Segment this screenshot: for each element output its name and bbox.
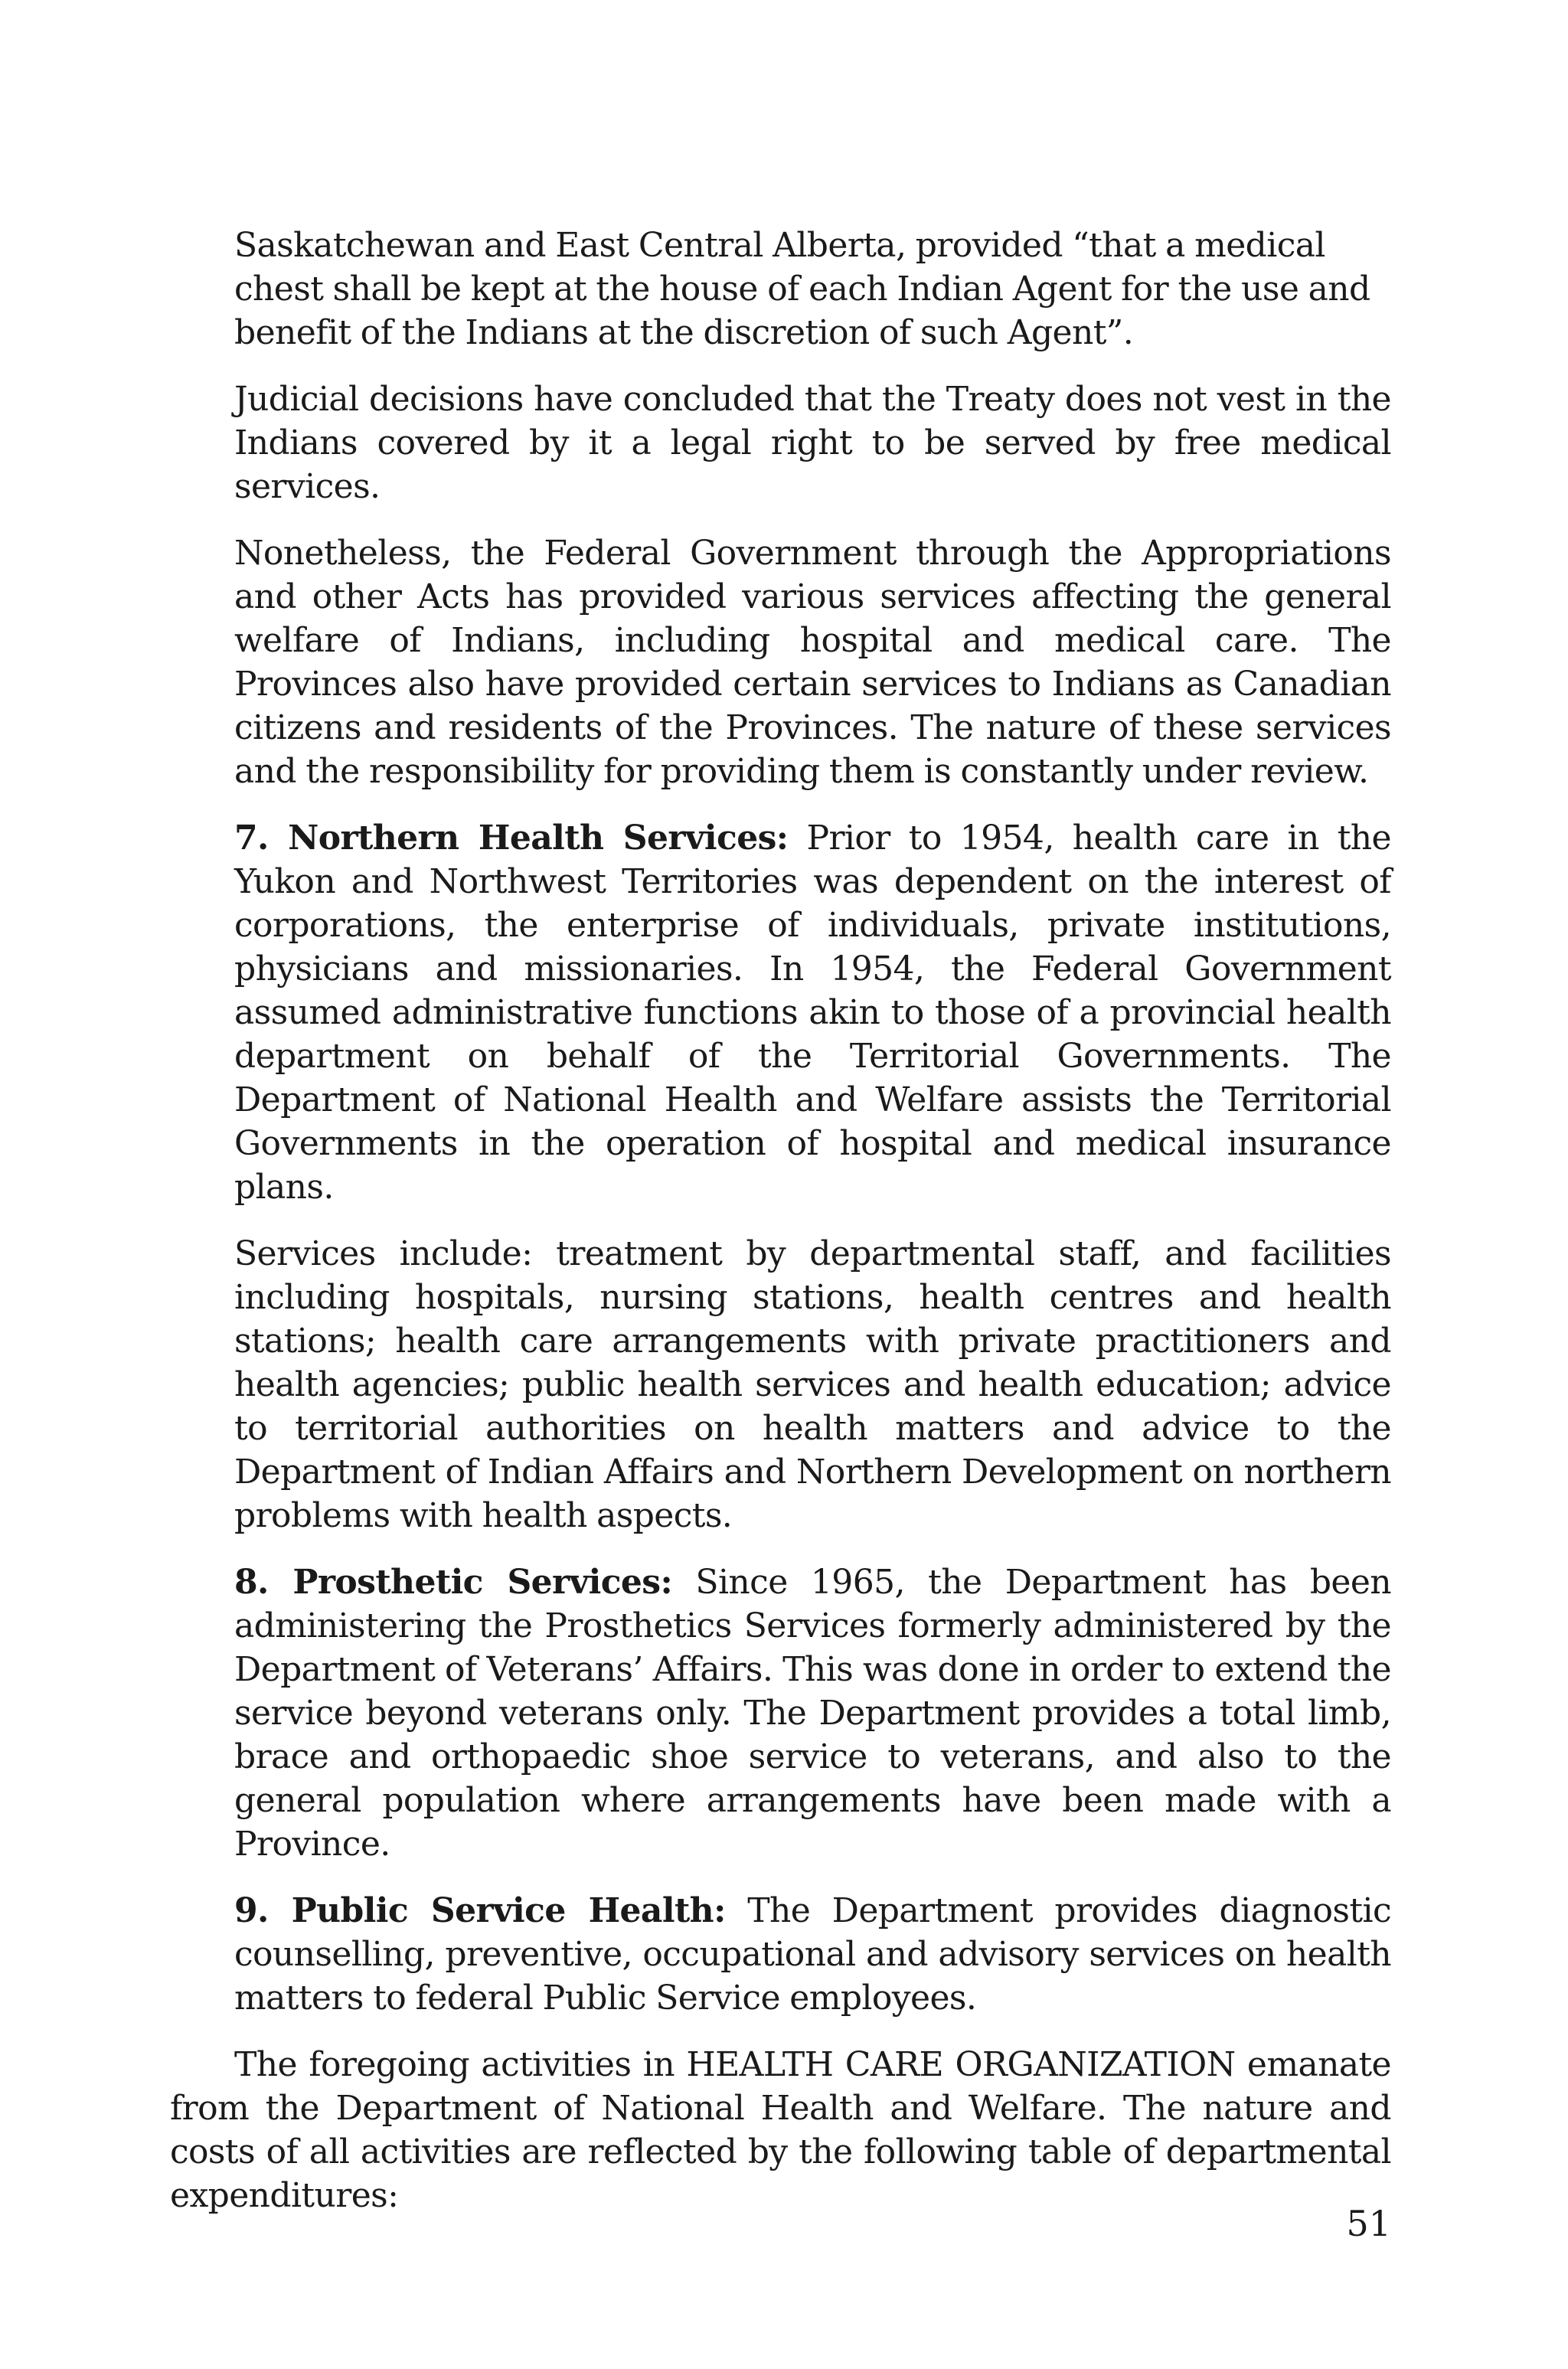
paragraph-text: The Department provides diagnostic counselling, preventive, occupational and advisory services on health matters to federal Public Service employees. [234, 1891, 1391, 2018]
page-body [170, 224, 1391, 2251]
paragraph-treaty-medical-chest [234, 224, 1391, 355]
paragraph-text: Judicial decisions have concluded that the Treaty does not vest in the Indians covered by it a legal right to be served by free medical services. [234, 380, 1391, 506]
page-number: 51 [1346, 2203, 1391, 2244]
paragraph-public-service-health [234, 1889, 1391, 2020]
body-text [170, 224, 1391, 2020]
paragraph-closing [170, 2043, 1391, 2217]
paragraph-text: Services include: treatment by departmental staff, and facilities including hospitals, nursing stations, health centres and health stations; health care arrangements with private practitioners and health agencies; public health services and health education; advice to territorial authorities on health matters and advice to the Department of Indian Affairs and Northern Development on northern problems with health aspects. [234, 1234, 1391, 1535]
paragraph-text: Prior to 1954, health care in the Yukon and Northwest Territories was dependent on the interest of corporations, the enterprise of individuals, private institutions, physicians and missionaries. In 1954, the Federal Government assumed administrative functions akin to those of a provincial health department on behalf of the Territorial Governments. The Department of National Health and Welfare assists the Territorial Governments in the operation of hospital and medical insurance plans. [234, 819, 1391, 1207]
section-heading: 7. Northern Health Services: [234, 819, 789, 858]
paragraph-services-include [234, 1232, 1391, 1537]
paragraph-text: Saskatchewan and East Central Alberta, provided “that a medical chest shall be kept at the house of each Indian Agent for the use and benefit of the Indians at the discretion of such Agent”. [234, 226, 1370, 352]
paragraph-text: The foregoing activities in HEALTH CARE ORGANIZATION emanate from the Department of National Health and Welfare. The nature and costs of all activities are reflected by the following table of departmental expenditures: [170, 2045, 1391, 2215]
paragraph-northern-health-services [234, 816, 1391, 1209]
section-heading: 8. Prosthetic Services: [234, 1563, 673, 1602]
paragraph-federal-government [234, 531, 1391, 793]
paragraph-prosthetic-services [234, 1560, 1391, 1866]
section-heading: 9. Public Service Health: [234, 1891, 726, 1930]
paragraph-text: Since 1965, the Department has been administering the Prosthetics Services formerly administered by the Department of Veterans’ Affairs. This was done in order to extend the service beyond veterans only. The Department provides a total limb, brace and orthopaedic shoe service to veterans, and also to the general population where arrangements have been made with a Province. [234, 1563, 1391, 1864]
paragraph-judicial-decisions [234, 377, 1391, 508]
paragraph-text: Nonetheless, the Federal Government through the Appropriations and other Acts has provided various services affecting the general welfare of Indians, including hospital and medical care. The Provinces also have provided certain services to Indians as Canadian citizens and residents of the Provinces. The nature of these services and the responsibility for providing them is constantly under review. [234, 534, 1391, 791]
